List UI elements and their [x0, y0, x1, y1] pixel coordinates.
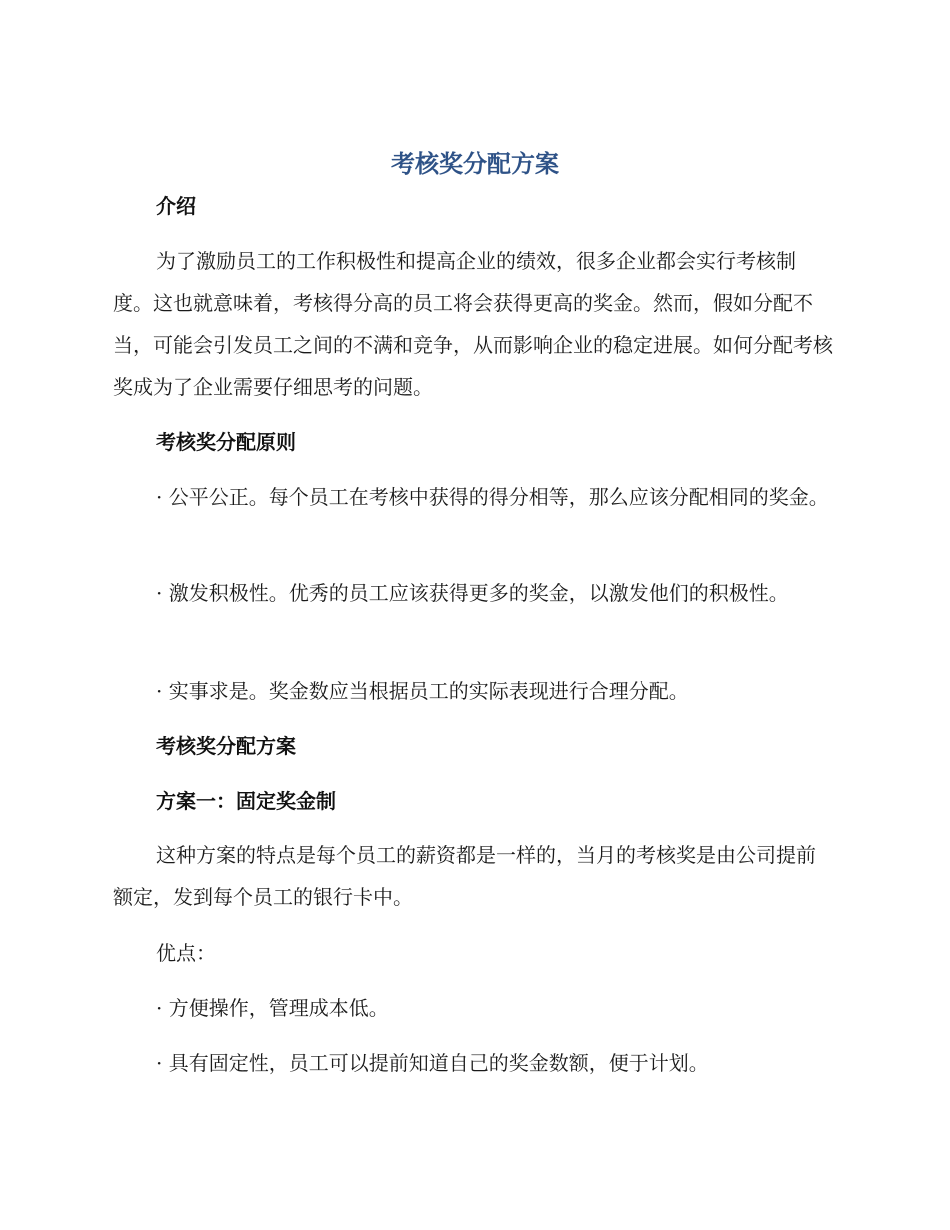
intro-heading: 介绍 — [156, 194, 196, 218]
principle-item-realism: · 实事求是。奖金数应当根据员工的实际表现进行合理分配。 — [156, 679, 689, 703]
advantage-item-fixed: · 具有固定性，员工可以提前知道自己的奖金数额，便于计划。 — [156, 1051, 709, 1075]
plan1-heading: 方案一：固定奖金制 — [156, 789, 336, 813]
plans-heading: 考核奖分配方案 — [156, 734, 296, 758]
advantage-item-easy: · 方便操作，管理成本低。 — [156, 996, 389, 1020]
intro-paragraph: 为了激励员工的工作积极性和提高企业的绩效，很多企业都会实行考核制度。这也就意味着，考核得分高的员工将会获得更高的奖金。然而，假如分配不当，可能会引发员工之间的不满和竞争，从而影响企业的稳定进展。如何分配考核奖成为了企业需要仔细思考的问题。 — [113, 249, 833, 399]
principle-item-fairness: · 公平公正。每个员工在考核中获得的得分相等，那么应该分配相同的奖金。 — [156, 485, 829, 509]
plan1-paragraph: 这种方案的特点是每个员工的薪资都是一样的，当月的考核奖是由公司提前额定，发到每个员工的银行卡中。 — [113, 843, 816, 909]
advantages-label: 优点： — [156, 941, 216, 965]
document-title: 考核奖分配方案 — [391, 150, 559, 178]
principles-heading: 考核奖分配原则 — [156, 430, 296, 454]
principle-item-motivation: · 激发积极性。优秀的员工应该获得更多的奖金，以激发他们的积极性。 — [156, 581, 789, 605]
